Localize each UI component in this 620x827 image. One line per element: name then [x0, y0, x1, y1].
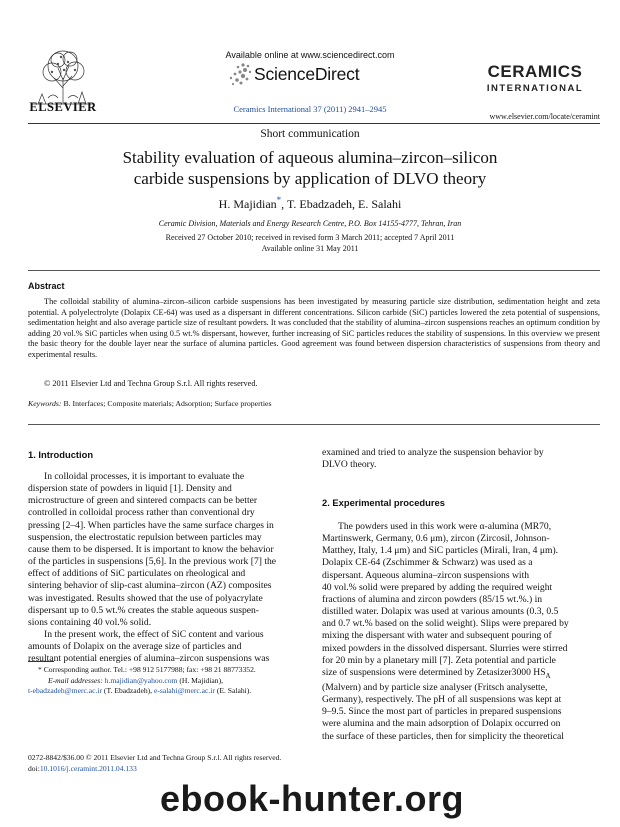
- email-label: E-mail addresses:: [48, 675, 103, 685]
- intro-p2-line: resultant potential energies of alumina–zircon suspensions was: [28, 653, 270, 665]
- journal-url[interactable]: www.elsevier.com/locate/ceramint: [489, 112, 600, 121]
- article-type: Short communication: [260, 128, 360, 140]
- footnote-line-2: [28, 676, 306, 687]
- footnote-corresponding: [28, 665, 306, 697]
- abstract-text: The colloidal stability of alumina–zircon–silicon carbide suspensions has been investigated by measuring particle size distribution, sedimentation height and zeta potential. A polyelectrolyte (Dolapix CE-64) was used as a dispersant in different concentrations. Silicon carbide (SiC) particles lowered the zeta potential of suspensions, sedimentation height and also average particle size of resultant powders. It was concluded that the stability of alumina–zircon suspensions reaches an optimum condition by adding 20 vol.% SiC particles when using 0.5 wt.% dispersant, however, further increasing of SiC particles reduces the stability of suspensions. In this overview we present the basic theory for the double layer near the surface of alumina particles. Good agreement was found between dispersion characteristics of suspensions from theory and experimental results.: [28, 297, 600, 359]
- author-list: [0, 195, 620, 212]
- intro-p1-line: dispersant up to 0.5 wt.% creates the stable aqueous suspen-: [28, 604, 259, 616]
- footnote-name-salahi: (E. Salahi).: [214, 686, 252, 695]
- exp-line-text: size of suspensions were determined by Zetasizer3000 HS: [322, 666, 546, 678]
- experimental-paragraph-1: [322, 521, 600, 743]
- issn-copyright: 0272-8842/$36.00 © 2011 Elsevier Ltd and Techna Group S.r.l. All rights reserved.: [28, 753, 282, 762]
- doi-label: doi:: [28, 764, 40, 773]
- intro-cont-line: DLVO theory.: [322, 459, 377, 471]
- footnote-name-majidian: (H. Majidian),: [177, 675, 224, 685]
- intro-p2-line: amounts of Dolapix on the average size of particles and: [28, 641, 242, 653]
- abstract-copyright: © 2011 Elsevier Ltd and Techna Group S.r.l. All rights reserved.: [44, 379, 258, 388]
- title-line-1: Stability evaluation of aqueous alumina–zircon–silicon: [122, 148, 498, 167]
- section-heading-experimental: 2. Experimental procedures: [322, 497, 445, 508]
- intro-p1-line: of the particles in suspensions [5,6]. In the previous work [7] the: [28, 556, 277, 568]
- section-heading-introduction: 1. Introduction: [28, 449, 94, 460]
- exp-line: Germany), respectively. The pH of all suspensions was kept at: [322, 694, 562, 706]
- intro-p1-line: dispersion state of powders in liquid [1]. Density and: [28, 483, 232, 495]
- intro-cont-line: examined and tried to analyze the suspension behavior by: [322, 447, 544, 458]
- doi-link[interactable]: 10.1016/j.ceramint.2011.04.133: [39, 764, 137, 773]
- exp-line: (Malvern) and by particle size analyser (Fritsch analysette,: [322, 681, 548, 693]
- intro-paragraph-1: [28, 471, 306, 666]
- exp-line: Matthey, Italy, 1.4 μm) and SiC particles (Mirali, Iran, 4 μm).: [322, 545, 559, 557]
- exp-line: 40 vol.% solid were prepared by adding the required weight: [322, 581, 553, 593]
- affiliation: Ceramic Division, Materials and Energy Research Centre, P.O. Box 14155-4777, Tehran, Iran: [158, 219, 462, 228]
- exp-line: Martinswerk, Germany, 0.6 μm), zircon (Zircosil, Johnson-: [322, 533, 550, 545]
- exp-line: 9–9.5. Since the most part of particles in prepared suspensions: [322, 706, 562, 718]
- journal-logo-international: INTERNATIONAL: [486, 83, 584, 94]
- exp-line: The powders used in this work were α-alumina (MR70,: [338, 521, 552, 532]
- exp-line: mixing the dispersant with water and subsequent pouring of: [322, 630, 552, 642]
- exp-line: the surface of these particles, then for simplicity the theoretical: [322, 730, 564, 742]
- header-rule: [28, 123, 600, 124]
- available-online-text: Available online at www.sciencedirect.com: [225, 50, 395, 60]
- intro-p1-line: controlled in colloidal process rather than conventional dry: [28, 507, 255, 519]
- intro-p1-line: cause them to be dispersed. It is important to know the behavior: [28, 543, 274, 555]
- intro-p1-line: In colloidal processes, it is important to evaluate the: [44, 471, 245, 482]
- sciencedirect-dots-icon: [223, 62, 253, 88]
- abstract-heading: Abstract: [28, 281, 65, 291]
- article-title: [60, 147, 560, 189]
- elsevier-wordmark: ELSEVIER: [29, 100, 97, 114]
- intro-continuation: [322, 447, 600, 471]
- exp-line: and 0.7 wt.% based on the solid weight). Slips were prepared by: [322, 618, 569, 630]
- footnote-line-3: [28, 686, 306, 697]
- exp-line: fractions of alumina and zircon powders (85/15 wt.%.) in: [322, 593, 543, 605]
- keywords: [28, 399, 272, 408]
- journal-reference-link[interactable]: Ceramics International 37 (2011) 2941–2945: [233, 104, 387, 114]
- abstract-top-rule: [28, 270, 600, 271]
- intro-p1-line: microstructure of green and sintered compacts can be better: [28, 495, 258, 507]
- author-majidian: H. Majidian: [218, 197, 277, 211]
- keywords-list: B. Interfaces; Composite materials; Adsorption; Surface properties: [61, 399, 272, 408]
- watermark-text: ebook-hunter.org: [160, 778, 464, 819]
- available-online-date: Available online 31 May 2011: [261, 244, 359, 253]
- subscript-a: A: [545, 671, 551, 680]
- intro-p1-line: pressing [2–4]. When particles have the same surface charges in: [28, 519, 274, 531]
- keywords-label: Keywords:: [28, 399, 62, 408]
- exp-line: for 20 min by a planetary mill [7]. Zeta potential and particle: [322, 654, 556, 666]
- email-link-majidian[interactable]: h.majidian@yahoo.com: [104, 675, 178, 685]
- journal-logo-ceramics: CERAMICS: [487, 62, 583, 81]
- email-link-ebadzadeh[interactable]: t-ebadzadeh@merc.ac.ir: [28, 686, 103, 695]
- exp-line: were alumina and the main adsorption of Dolapix occurred on: [322, 718, 561, 730]
- footnote-line-1: * Corresponding author. Tel.: +98 912 5177988; fax: +98 21 88773352.: [38, 665, 256, 674]
- intro-p1-line: was investigated. Results showed that the use of polyacrylate: [28, 592, 263, 604]
- sciencedirect-logo: ScienceDirect: [254, 64, 360, 84]
- footnote-rule: [28, 661, 54, 662]
- intro-p1-line: suspension, the electrostatic repulsion between particles may: [28, 531, 262, 543]
- intro-p2-line: In the present work, the effect of SiC content and various: [44, 629, 264, 641]
- email-link-salahi[interactable]: e-salahi@merc.ac.ir: [153, 686, 215, 695]
- intro-p1-line: effect of additions of SiC particulates on rheological and: [28, 568, 246, 580]
- abstract-bottom-rule: [28, 424, 600, 425]
- exp-line: [322, 667, 600, 682]
- doi: [28, 764, 137, 773]
- received-dates: Received 27 October 2010; received in revised form 3 March 2011; accepted 7 April 2011: [165, 233, 455, 242]
- title-line-2: carbide suspensions by application of DLVO theory: [133, 169, 487, 188]
- intro-p1-line: sions containing 40 vol.% solid.: [28, 616, 152, 628]
- exp-line: distilled water. Dolapix was used at various amounts (0.3, 0.5: [322, 606, 559, 618]
- authors-rest: , T. Ebadzadeh, E. Salahi: [281, 197, 402, 211]
- intro-p1-line: sintering behavior of slip-cast alumina–zircon (AZ) composites: [28, 580, 272, 592]
- exp-line: dispersant. Aqueous alumina–zircon suspensions with: [322, 569, 530, 581]
- footnote-name-ebadzadeh: (T. Ebadzadeh),: [102, 686, 154, 695]
- exp-line: Dolapix CE-64 (Zschimmer & Schwarz) was used as a: [322, 557, 533, 569]
- exp-line: mixed powders in the dissolved dispersant. Slurries were stirred: [322, 642, 568, 654]
- corresponding-author-mark[interactable]: *: [276, 195, 282, 205]
